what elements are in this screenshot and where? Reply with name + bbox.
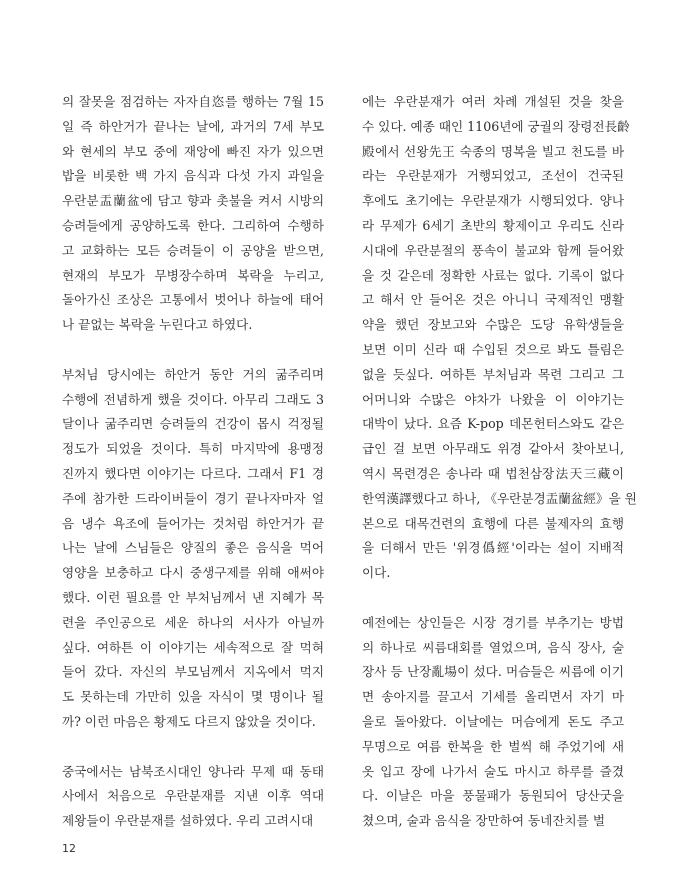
text-line: 장사 등 난장亂場이 섰다. 머슴들은 씨름에 이기 (362, 664, 624, 680)
text-line: 현재의 부모가 무병장수하며 복락을 누리고, (62, 267, 324, 283)
text-line: 싶다. 여하튼 이 이야기는 세속적으로 잘 먹혀 (62, 639, 324, 655)
text-line: 수 있다. 예종 때인 1106년에 궁궐의 장령전長齡 (362, 118, 630, 134)
text-line: 부처님 당시에는 하안거 동안 거의 굶주리며 (62, 366, 324, 382)
text-line: 고 해서 안 들어온 것은 아니니 국제적인 맹활 (362, 292, 624, 308)
paragraph (62, 90, 324, 338)
text-line: 역시 목련경은 송나라 때 법천삼장法天三藏이 (362, 465, 624, 481)
text-line: 우란분盂蘭盆에 담고 향과 촛불을 켜서 시방의 (62, 193, 324, 209)
page-number: 12 (62, 842, 76, 855)
paragraph (362, 90, 637, 586)
text-line: 음 냉수 욕조에 들어가는 것처럼 하안거가 끝 (62, 515, 324, 531)
text-line: 의 잘못을 점검하는 자자自恣를 행하는 7월 15 (62, 94, 324, 109)
text-line: 돌아가신 조상은 고통에서 벗어나 하늘에 태어 (62, 292, 324, 308)
text-line: 다. 이날은 마을 풍물패가 동원되어 당산굿을 (362, 788, 624, 804)
text-line: 밥을 비롯한 백 가지 음식과 다섯 가지 과일을 (62, 168, 324, 184)
text-line: 쳤으며, 술과 음식을 장만하여 동네잔치를 벌 (362, 813, 605, 829)
paragraph-gap (362, 586, 624, 611)
text-line: 나는 날에 스님들은 양질의 좋은 음식을 먹어 (62, 540, 324, 556)
text-line: 일 즉 하안거가 끝나는 날에, 과거의 7세 부모 (62, 118, 324, 134)
text-line: 어머니와 수많은 야차가 나왔을 이 이야기는 (362, 391, 624, 407)
text-line: 시대에 우란분절의 풍속이 불교와 함께 들어왔 (362, 242, 624, 258)
text-line: 없을 듯싶다. 여하튼 부처님과 목련 그리고 그 (362, 366, 624, 382)
text-line: 제왕들이 우란분재를 설하였다. 우리 고려시대 (62, 813, 314, 829)
text-line: 한역漢譯했다고 하나, 《우란분경盂蘭盆經》을 원 (362, 490, 637, 506)
text-line: 예전에는 상인들은 시장 경기를 부추기는 방법 (362, 614, 624, 630)
text-line: 급인 걸 보면 아무래도 위경 같아서 찾아보니, (362, 441, 624, 457)
text-line: 보면 이미 신라 때 수입된 것으로 봐도 틀림은 (362, 341, 624, 357)
text-line: 사에서 처음으로 우란분재를 지낸 이후 역대 (62, 788, 324, 804)
text-line: 진까지 했다면 이야기는 다르다. 그래서 F1 경 (62, 465, 324, 481)
text-line: 주에 참가한 드라이버들이 경기 끝나자마자 얼 (62, 490, 324, 506)
text-line: 殿에서 선왕先王 숙종의 명복을 빌고 천도를 바 (362, 143, 624, 159)
paragraph (362, 611, 624, 834)
paragraph (62, 760, 324, 834)
text-line: 들어 갔다. 자신의 부모님께서 지옥에서 먹지 (62, 664, 324, 680)
text-line: 후에도 초기에는 우란분재가 시행되었다. 양나 (362, 193, 624, 209)
text-line: 나 끝없는 복락을 누린다고 하였다. (62, 317, 253, 333)
text-line: 까? 이런 마음은 황제도 다르지 않았을 것이다. (62, 713, 316, 729)
text-line: 와 현세의 부모 중에 재앙에 빠진 자가 있으면 (62, 143, 324, 159)
text-line: 라는 우란분재가 거행되었고, 조선이 건국된 (362, 168, 624, 184)
text-line: 수행에 전념하게 했을 것이다. 아무리 그래도 3 (62, 391, 324, 407)
text-line: 이다. (362, 565, 391, 581)
text-line: 했다. 이런 필요를 안 부처님께서 낸 지혜가 목 (62, 589, 324, 605)
text-line: 중국에서는 남북조시대인 양나라 무제 때 동태 (62, 763, 324, 779)
text-line: 고 교화하는 모든 승려들이 이 공양을 받으면, (62, 242, 324, 258)
paragraph (62, 363, 324, 735)
text-line: 에는 우란분재가 여러 차례 개설된 것을 찾을 (362, 94, 624, 109)
text-line: 면 송아지를 끌고서 기세를 올리면서 자기 마 (362, 689, 624, 705)
text-line: 대박이 났다. 요즘 K-pop 데몬헌터스와도 같은 (362, 416, 624, 432)
text-line: 도 못하는데 가만히 있을 자식이 몇 명이나 될 (62, 689, 324, 705)
text-line: 본으로 대목건련의 효행에 다른 불제자의 효행 (362, 515, 624, 531)
left-column (62, 90, 324, 834)
text-line: 약을 했던 장보고와 수많은 도당 유학생들을 (362, 317, 624, 333)
paragraph-gap (62, 735, 324, 760)
text-line: 정도가 되었을 것이다. 특히 마지막에 용맹정 (62, 441, 324, 457)
right-column (362, 90, 637, 834)
text-line: 을로 돌아왔다. 이날에는 머슴에게 돈도 주고 (362, 713, 624, 729)
text-line: 옷 입고 장에 나가서 술도 마시고 하루를 즐겼 (362, 763, 624, 779)
paragraph-gap (62, 338, 324, 363)
text-line: 달이나 굶주리면 승려들의 건강이 몹시 걱정될 (62, 416, 324, 432)
text-line: 영양을 보충하고 다시 중생구제를 위해 애써야 (62, 565, 324, 581)
text-line: 승려들에게 공양하도록 한다. 그리하여 수행하 (62, 217, 324, 233)
text-line: 련을 주인공으로 세운 하나의 서사가 아닐까 (62, 614, 324, 630)
text-line: 의 하나로 씨름대회를 열었으며, 음식 장사, 술 (362, 639, 624, 655)
text-line: 을 더해서 만든 '위경僞經'이라는 설이 지배적 (362, 540, 624, 556)
text-line: 무명으로 여름 한복을 한 벌씩 해 주었기에 새 (362, 738, 624, 754)
text-line: 라 무제가 6세기 초반의 황제이고 우리도 신라 (362, 217, 624, 233)
text-line: 을 것 같은데 정확한 사료는 없다. 기록이 없다 (362, 267, 624, 283)
